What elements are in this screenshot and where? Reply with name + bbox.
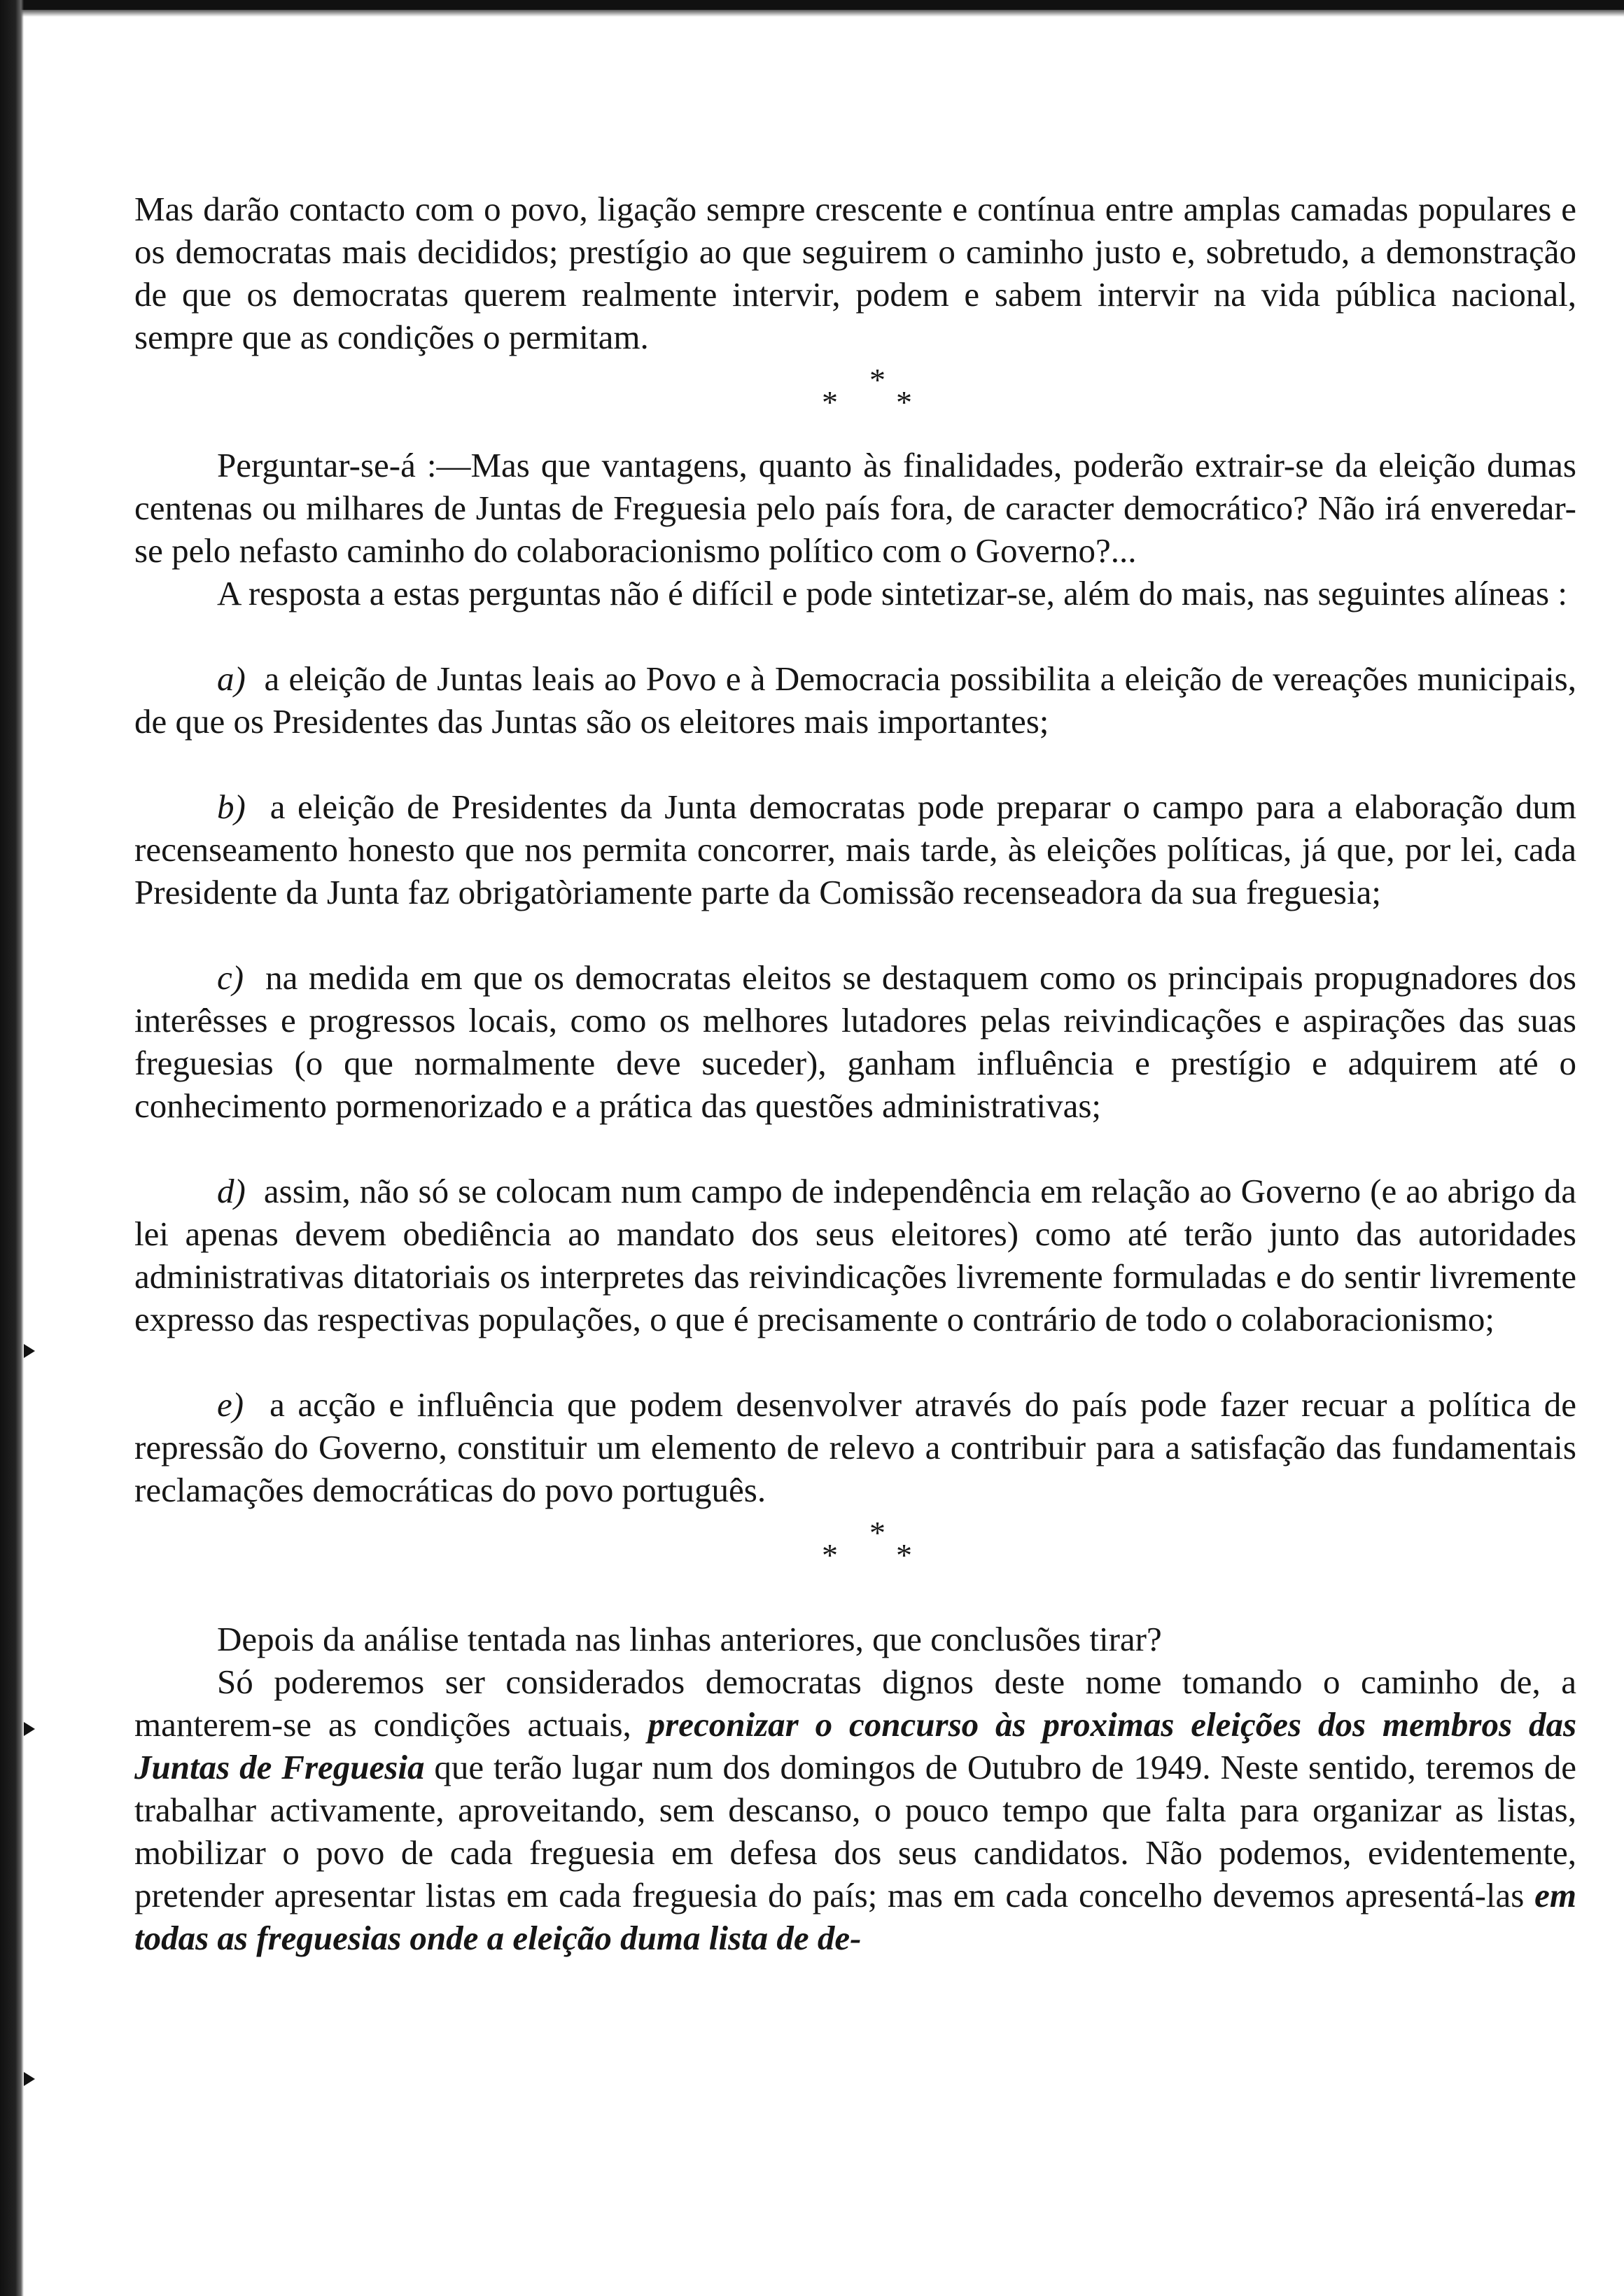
separator-star: * <box>822 384 838 420</box>
scan-edge-mark <box>24 1722 35 1736</box>
paragraph-conclusion <box>134 1660 1576 1959</box>
paragraph-answer-intro: A resposta a estas perguntas não é difícil e pode sintetizar-se, além do mais, nas seguintes alíneas : <box>217 574 1567 612</box>
list-item-label: c) <box>217 958 244 997</box>
list-item-text: a eleição de Presidentes da Junta democratas pode preparar o campo para a elaboração dum recenseamento honesto que nos permita concorrer, mais tarde, às eleições políticas, já que, por lei, cada Presidente da Junta faz obrigatòriamente parte da Comissão recenseadora da sua freguesia; <box>134 788 1577 911</box>
conclusion-emphasis: em todas as freguesias onde a eleição duma lista de de- <box>134 1876 1576 1957</box>
scan-top-shadow <box>0 10 1624 17</box>
separator-star: * <box>896 1537 912 1573</box>
separator-star: * <box>822 1537 838 1573</box>
list-item-a <box>134 657 1576 743</box>
conclusion-text: Só poderemos ser considerados democratas dignos deste nome tomando o caminho de, a manterem-se as condições actuais, <box>134 1662 1576 1744</box>
list-item-label: b) <box>217 788 246 826</box>
conclusion-emphasis: preconizar o concurso às proximas eleições dos membros das Juntas de Freguesia <box>134 1705 1577 1786</box>
list-item-label: a) <box>217 659 246 698</box>
section-separator <box>134 1511 1576 1597</box>
document-body <box>134 188 1576 1959</box>
scan-edge-mark <box>24 1344 35 1358</box>
list-item-d <box>134 1170 1576 1340</box>
list-item-text: a eleição de Juntas leais ao Povo e à Democracia possibilita a eleição de vereações municipais, de que os Presidentes das Juntas são os eleitores mais importantes; <box>134 659 1576 741</box>
scan-top-border <box>0 0 1624 10</box>
scan-left-border <box>0 0 24 2296</box>
paragraph-question: Perguntar-se-á :—Mas que vantagens, quanto às finalidades, poderão extrair-se da eleição dumas centenas ou milhares de Juntas de Freguesia pelo país fora, de caracter democrático? Não irá enveredar-se pelo nefasto caminho do colaboracionismo político com o Governo?... <box>134 446 1576 570</box>
list-item-c <box>134 956 1576 1127</box>
list-item-text: assim, não só se colocam num campo de independência em relação ao Governo (e ao abrigo da lei apenas devem obediência ao mandato dos seus eleitores) como até terão junto das autoridades administrativas ditatoriais os interpretes das reivindicações livremente formuladas e do sentir livremente expresso das respectivas populações, o que é precisamente o contrário de todo o colaboracionismo; <box>134 1172 1576 1338</box>
separator-star: * <box>896 384 912 420</box>
separator-star: * <box>869 1515 886 1550</box>
list-item-b <box>134 785 1576 913</box>
conclusion-text: que terão lugar num dos domingos de Outubro de 1949. Neste sentido, teremos de trabalhar activamente, aproveitando, sem descanso, o pouco tempo que falta para organizar as listas, mobilizar o povo de cada freguesia em defesa dos seus candidatos. Não podemos, evidentemente, pretender apresentar listas em cada freguesia do país; mas em cada concelho devemos apresentá-las <box>134 1748 1576 1914</box>
list-item-label: e) <box>217 1385 244 1424</box>
list-item-e <box>134 1383 1576 1511</box>
list-item-label: d) <box>217 1172 246 1210</box>
list-item-text: na medida em que os democratas eleitos se destaquem como os principais propugnadores dos interêsses e progressos locais, como os melhores lutadores pelas reivindicações e aspirações das suas freguesias (o que normalmente deve suceder), ganham influência e prestígio e adquirem até o conhecimento pormenorizado e a prática das questões administrativas; <box>134 958 1576 1125</box>
separator-star: * <box>869 362 886 398</box>
section-separator <box>134 358 1576 444</box>
paragraph-conclusion-question: Depois da análise tentada nas linhas anteriores, que conclusões tirar? <box>217 1620 1162 1658</box>
paragraph-intro: Mas darão contacto com o povo, ligação sempre crescente e contínua entre amplas camadas populares e os democratas mais decididos; prestígio ao que seguirem o caminho justo e, sobretudo, a demonstração de que os democratas querem realmente intervir, podem e sabem intervir na vida pública nacional, sempre que as condições o permitam. <box>134 190 1576 356</box>
scan-edge-mark <box>24 2072 35 2086</box>
list-item-text: a acção e influência que podem desenvolver através do país pode fazer recuar a política de repressão do Governo, constituir um elemento de relevo a contribuir para a satisfação das fundamentais reclamações democráticas do povo português. <box>134 1385 1576 1509</box>
